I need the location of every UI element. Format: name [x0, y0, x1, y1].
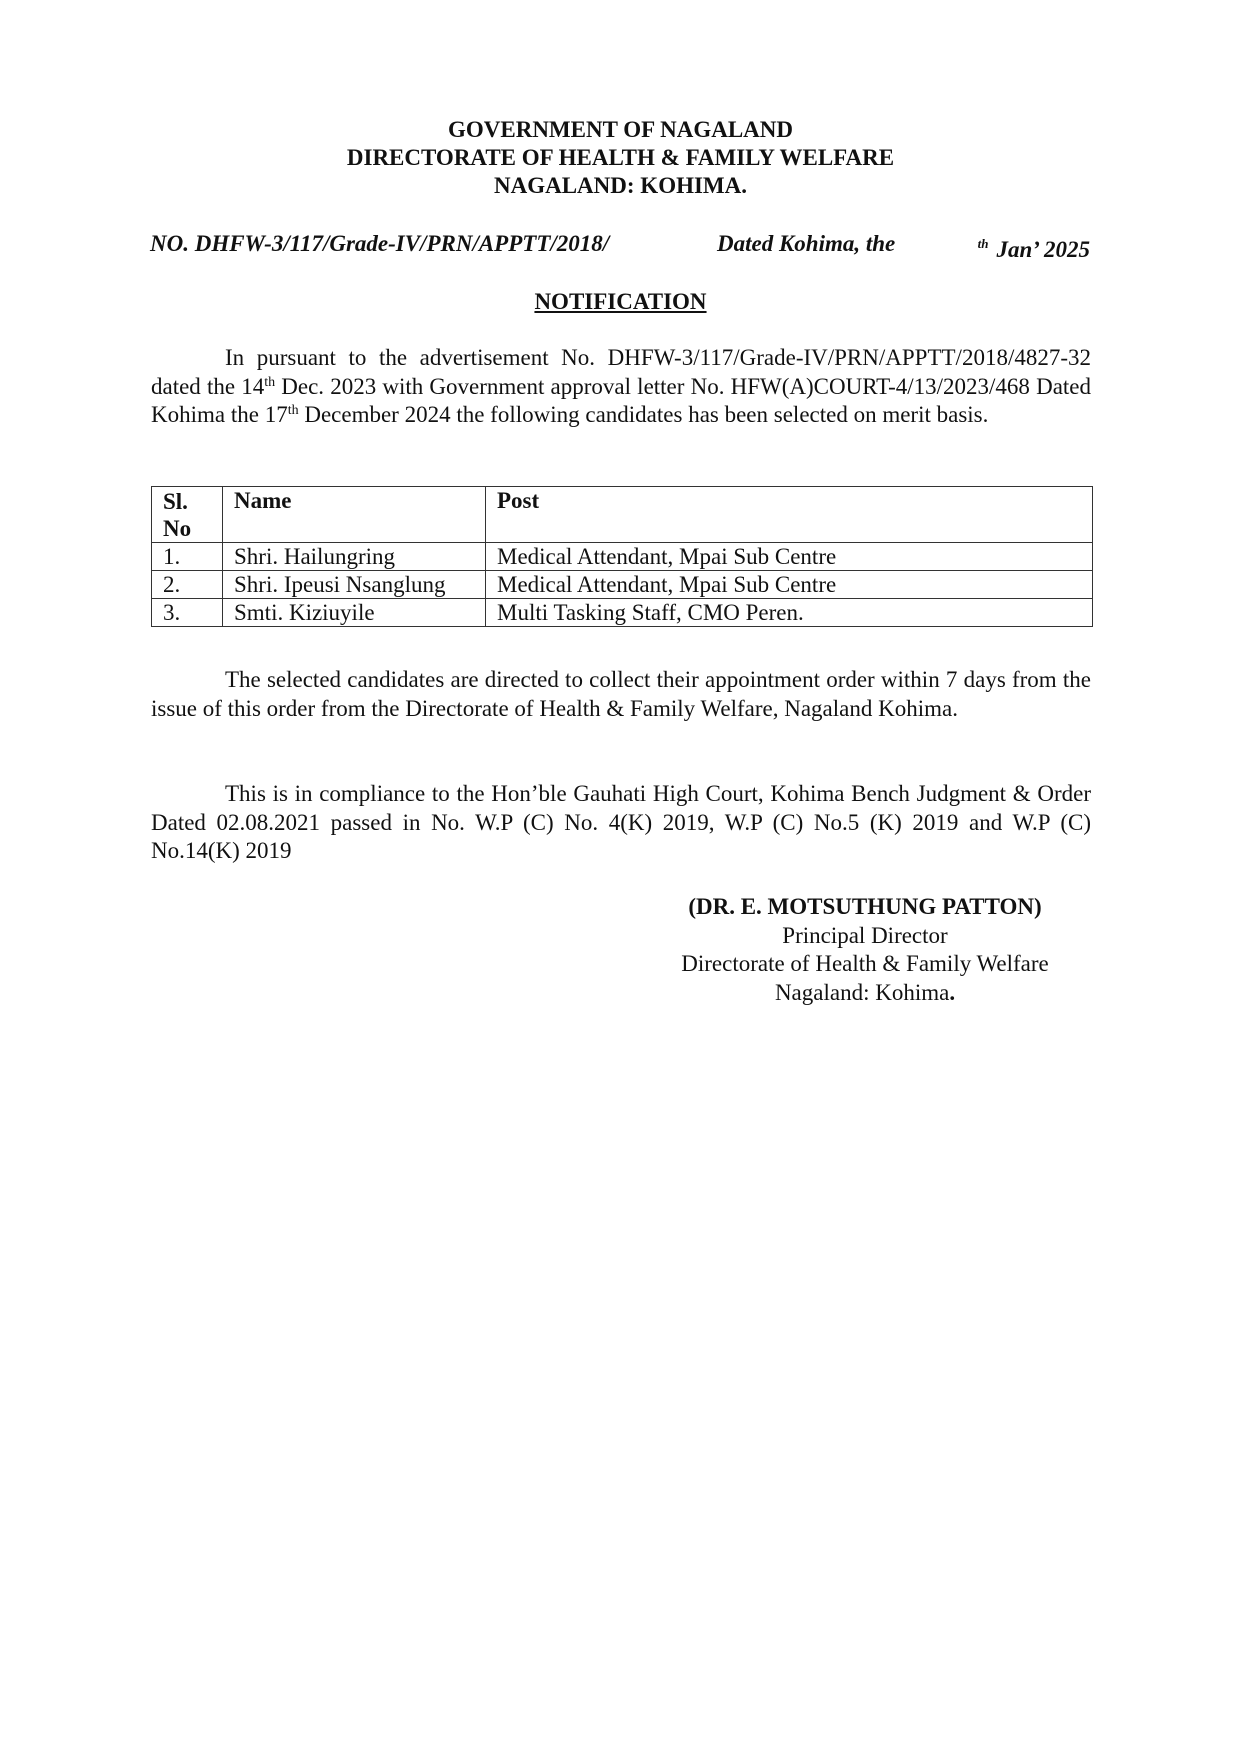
- notification-title: NOTIFICATION: [534, 289, 707, 314]
- cell-name: Shri. Hailungring: [223, 543, 486, 571]
- intro-sup-2: th: [287, 403, 299, 418]
- cell-sl: 3.: [152, 599, 223, 627]
- cell-post: Multi Tasking Staff, CMO Peren.: [486, 599, 1093, 627]
- letterhead-government: GOVERNMENT OF NAGALAND: [447, 117, 793, 142]
- signatory-name: (DR. E. MOTSUTHUNG PATTON): [688, 894, 1042, 919]
- directive-paragraph: The selected candidates are directed to collect their appointment order within 7 days from the issue of this order from the Directorate of Health & Family Welfare, Nagaland Kohima.: [151, 667, 1091, 721]
- letterhead-directorate: DIRECTORATE OF HEALTH & FAMILY WELFARE: [346, 145, 895, 170]
- signatory-place: [640, 979, 1090, 1008]
- cell-post: Medical Attendant, Mpai Sub Centre: [486, 543, 1093, 571]
- selected-candidates-table: [151, 486, 1093, 627]
- signatory-office: Directorate of Health & Family Welfare: [681, 951, 1049, 976]
- reference-dated-label: Dated Kohima, the: [717, 231, 896, 256]
- table-row: [152, 599, 1093, 627]
- cell-sl: 1.: [152, 543, 223, 571]
- intro-text-2: Dec. 2023 with Government approval letter No. HFW(A)COURT-4/13/2023/468 Dated Kohima the 17: [151, 373, 1092, 427]
- intro-text-1: In pursuant to the advertisement No. DHFW-3/117/Grade-IV/PRN/APPTT/2018/4827-32 dated the 14: [151, 345, 1091, 399]
- cell-sl: 2.: [152, 571, 223, 599]
- cell-post: Medical Attendant, Mpai Sub Centre: [486, 571, 1093, 599]
- column-header-sl-no: [152, 487, 223, 543]
- sl-header-line2: No: [163, 516, 192, 541]
- reference-date-suffix: th: [977, 236, 989, 251]
- reference-date-month-year: Jan’ 2025: [996, 237, 1090, 262]
- intro-text-3: December 2024 the following candidates has been selected on merit basis.: [298, 402, 989, 427]
- table-header-row: [152, 487, 1093, 543]
- cell-name: Shri. Ipeusi Nsanglung: [223, 571, 486, 599]
- table-row: [152, 571, 1093, 599]
- column-header-post: Post: [486, 487, 1093, 543]
- reference-line: [150, 230, 1090, 260]
- sl-header-line1: Sl.: [163, 489, 188, 514]
- signatory-place-text: Nagaland: Kohima: [774, 979, 950, 1005]
- intro-sup-1: th: [264, 374, 276, 390]
- letterhead-location: NAGALAND: KOHIMA.: [494, 173, 747, 198]
- intro-paragraph: [151, 344, 1091, 430]
- compliance-paragraph: This is in compliance to the Hon’ble Gauhati High Court, Kohima Bench Judgment & Order Dated 02.08.2021 passed in No. W.P (C) No. 4(K) 2019, W.P (C) No.5 (K) 2019 and W.P (C) No.14(K) 2019: [151, 781, 1091, 863]
- signatory-place-period: .: [949, 979, 956, 1005]
- table-row: [152, 543, 1093, 571]
- reference-number: NO. DHFW-3/117/Grade-IV/PRN/APPTT/2018/: [150, 231, 610, 256]
- reference-date: [978, 230, 1090, 264]
- column-header-name: Name: [223, 487, 486, 543]
- signatory-designation: Principal Director: [782, 922, 948, 948]
- signature-block: [640, 893, 1090, 1007]
- letterhead: [0, 116, 1241, 200]
- cell-name: Smti. Kiziuyile: [223, 599, 486, 627]
